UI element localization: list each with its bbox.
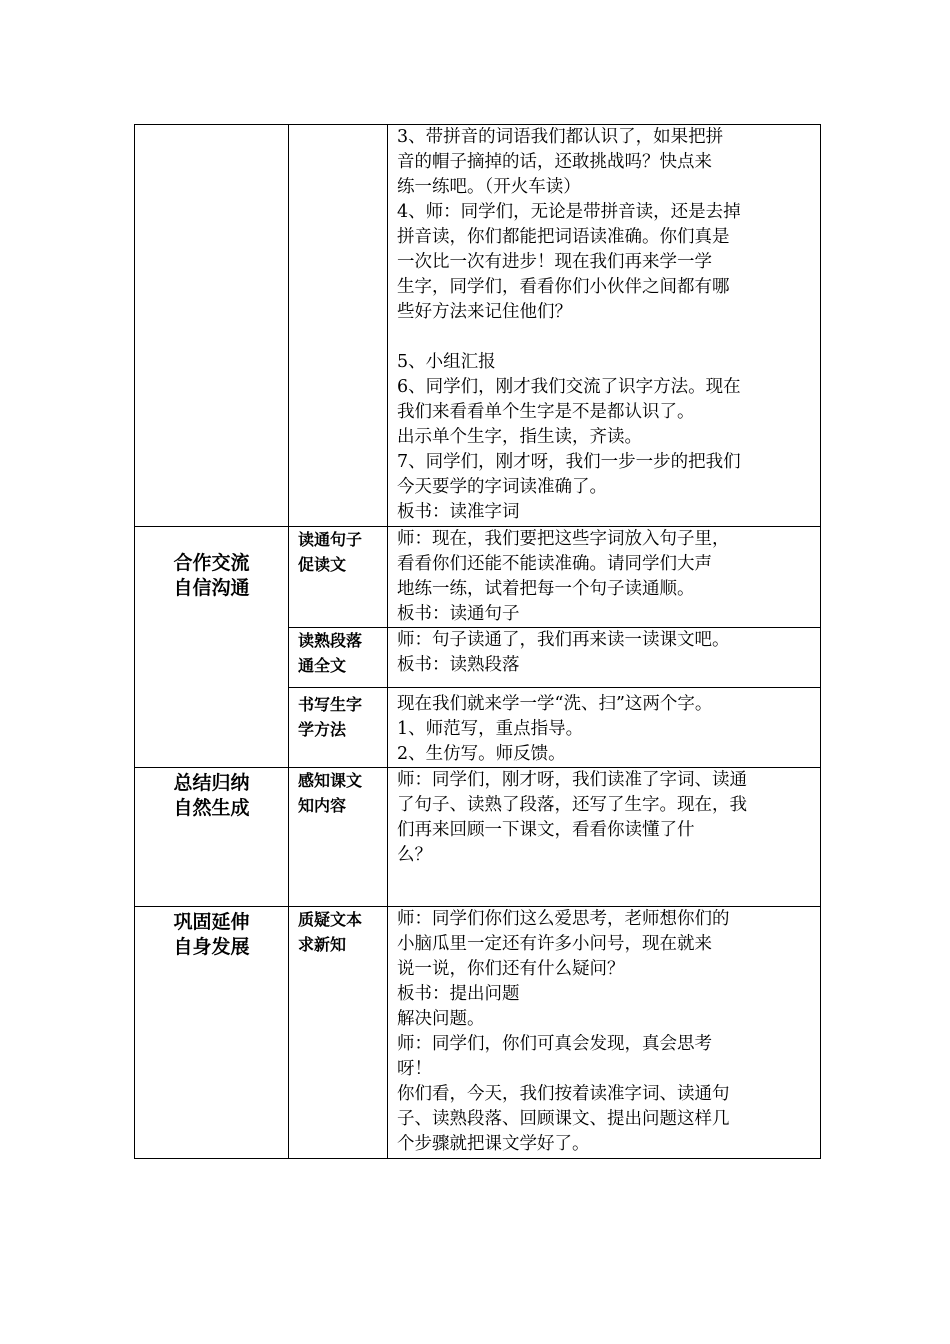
content-line: 你们看，今天，我们按着读准字词、读通句 (397, 1084, 730, 1104)
content-line: 看看你们还能不能读准确。请同学们大声 (397, 554, 712, 574)
stage-title-line: 自身发展 (173, 936, 250, 958)
step-title-line: 促读文 (298, 555, 347, 574)
table-row (135, 527, 821, 628)
step-cell (289, 768, 388, 907)
content-cell (388, 907, 821, 1159)
content-line: 呀！ (397, 1059, 432, 1079)
content-cell (388, 527, 821, 628)
content-line: 解决问题。 (397, 1009, 485, 1029)
content-line: 2、生仿写。师反馈。 (397, 744, 566, 764)
content-line: 板书：读熟段落 (397, 655, 520, 675)
step-cell-empty (289, 125, 388, 527)
stage-title-line: 合作交流 (173, 552, 250, 574)
content-line: 师：同学们，刚才呀，我们读准了字词、读通 (397, 770, 747, 790)
stage-cell (135, 907, 289, 1159)
content-line: 么？ (397, 845, 432, 865)
content-line: 现在我们就来学一学“洗、扫”这两个字。 (397, 694, 713, 714)
content-line: 4、师：同学们，无论是带拼音读，还是去掉 (397, 202, 741, 222)
content-line: 小脑瓜里一定还有许多小问号，现在就来 (397, 934, 712, 954)
content-line: 我们来看看单个生字是不是都认识了。 (397, 402, 695, 422)
step-cell (289, 907, 388, 1159)
content-line: 一次比一次有进步！现在我们再来学一学 (397, 252, 712, 272)
content-line: 板书：读准字词 (397, 502, 520, 522)
blank-line (397, 325, 814, 350)
content-line: 师：同学们，你们可真会发现，真会思考 (397, 1034, 712, 1054)
step-title-line: 质疑文本 (298, 910, 363, 929)
step-title-line: 学方法 (298, 720, 347, 739)
stage-cell-empty (135, 125, 289, 527)
stage-title-line: 自信沟通 (173, 577, 250, 599)
content-line: 练一练吧。（开火车读） (397, 177, 581, 197)
lesson-plan-table (134, 124, 821, 1159)
content-line: 板书：读通句子 (397, 604, 520, 624)
step-title-line: 书写生字 (298, 695, 363, 714)
content-cell (388, 125, 821, 527)
content-line: 出示单个生字，指生读，齐读。 (397, 427, 642, 447)
content-line: 音的帽子摘掉的话，还敢挑战吗？快点来 (397, 152, 712, 172)
step-cell (289, 527, 388, 628)
stage-cell (135, 527, 289, 768)
table-row (135, 125, 821, 527)
step-title-line: 求新知 (298, 935, 347, 954)
content-line: 3、带拼音的词语我们都认识了，如果把拼 (397, 127, 724, 147)
step-title-line: 知内容 (298, 796, 347, 815)
step-cell (289, 628, 388, 688)
step-title-line: 通全文 (298, 656, 347, 675)
step-title-line: 感知课文 (298, 771, 363, 790)
content-cell (388, 768, 821, 907)
content-line: 5、小组汇报 (397, 352, 496, 372)
content-line: 6、同学们，刚才我们交流了识字方法。现在 (397, 377, 741, 397)
content-line: 1、师范写，重点指导。 (397, 719, 584, 739)
content-line: 师：同学们你们这么爱思考，老师想你们的 (397, 909, 730, 929)
content-cell (388, 628, 821, 688)
stage-title-line: 自然生成 (173, 797, 250, 819)
content-line: 板书：提出问题 (397, 984, 520, 1004)
content-line: 说一说，你们还有什么疑问？ (397, 959, 625, 979)
stage-title-line: 巩固延伸 (173, 911, 250, 933)
content-line: 生字，同学们，看看你们小伙伴之间都有哪 (397, 277, 730, 297)
content-line: 师：句子读通了，我们再来读一读课文吧。 (397, 630, 730, 650)
table-row (135, 907, 821, 1159)
step-cell (289, 688, 388, 768)
content-line: 些好方法来记住他们？ (397, 302, 572, 322)
content-line: 们再来回顾一下课文，看看你读懂了什 (397, 820, 695, 840)
content-line: 地练一练，试着把每一个句子读通顺。 (397, 579, 695, 599)
stage-cell (135, 768, 289, 907)
content-line: 7、同学们，刚才呀，我们一步一步的把我们 (397, 452, 741, 472)
content-line: 子、读熟段落、回顾课文、提出问题这样几 (397, 1109, 730, 1129)
table-row (135, 768, 821, 907)
step-title-line: 读熟段落 (298, 631, 363, 650)
content-line: 拼音读，你们都能把词语读准确。你们真是 (397, 227, 730, 247)
step-title-line: 读通句子 (298, 530, 363, 549)
content-line: 师：现在，我们要把这些字词放入句子里， (397, 529, 730, 549)
content-line: 今天要学的字词读准确了。 (397, 477, 607, 497)
content-line: 了句子、读熟了段落，还写了生字。现在，我 (397, 795, 747, 815)
content-line: 个步骤就把课文学好了。 (397, 1134, 590, 1154)
content-cell (388, 688, 821, 768)
stage-title-line: 总结归纳 (173, 772, 250, 794)
